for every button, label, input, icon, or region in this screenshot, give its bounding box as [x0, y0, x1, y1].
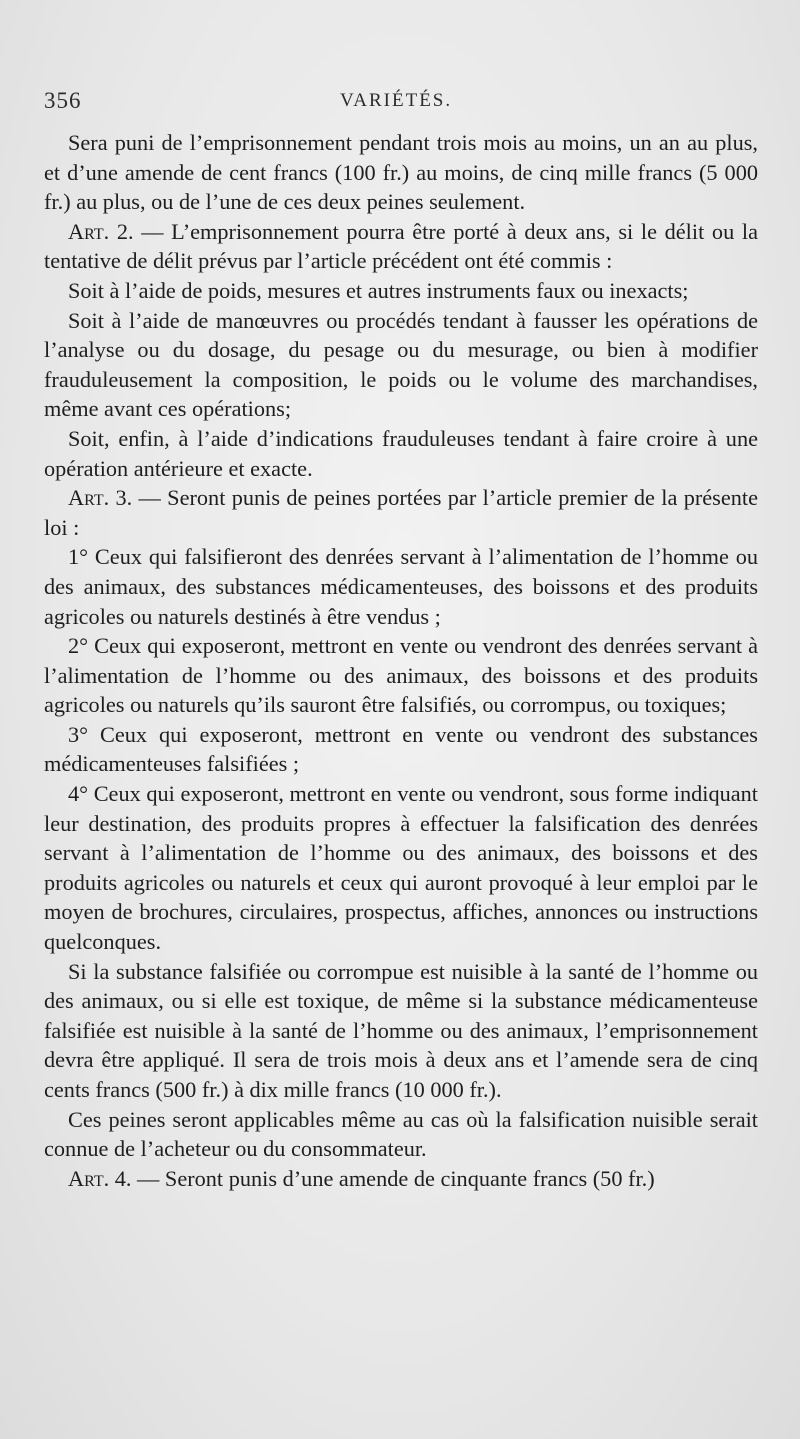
paragraph-text: Soit à l’aide de manœuvres ou procédés tendant à fausser les opérations de l’analyse ou du dosage, du pesage ou du mesurage, ou bien à modifier frauduleusement la composition, le poids ou le volume des marchandises, même avant ces opérations;: [44, 307, 758, 422]
paragraph-penalty-intro: [44, 128, 758, 217]
article-label: Art. 4.: [68, 1165, 132, 1191]
body-text: [44, 128, 758, 1193]
paragraph-article-4: [44, 1164, 758, 1194]
article-label: Art. 2.: [68, 218, 134, 244]
paragraph-text: Soit à l’aide de poids, mesures et autres instruments faux ou inexacts;: [68, 277, 689, 303]
paragraph-article-3: [44, 483, 758, 542]
paragraph-text: Ces peines seront applicables même au cas où la falsification nuisible serait connue de l’acheteur ou du consommateur.: [44, 1106, 758, 1162]
article-label: Art. 3.: [68, 485, 133, 511]
paragraph-article-2: [44, 217, 758, 276]
paragraph-harmful-substance: [44, 957, 758, 1105]
paragraph-text: — Seront punis de peines portées par l’article premier de la présente loi :: [44, 485, 758, 540]
paragraph-item-4: [44, 779, 758, 957]
running-head: [44, 88, 756, 118]
paragraph-item-3: [44, 720, 758, 779]
paragraph-text: Soit, enfin, à l’aide d’indications frauduleuses tendant à faire croire à une opération antérieure et exacte.: [44, 425, 758, 481]
paragraph-indications: [44, 424, 758, 483]
paragraph-text: 1° Ceux qui falsifieront des denrées servant à l’alimentation de l’homme ou des animaux, des substances médicamenteuses, des boissons et des produits agricoles ou naturels destinés à être vendus ;: [44, 544, 758, 629]
paragraph-text: — Seront punis d’une amende de cinquante francs (50 fr.): [131, 1165, 655, 1191]
paragraph-text: 4° Ceux qui exposeront, mettront en vente ou vendront, sous forme indiquant leur destination, des produits propres à effectuer la falsification des denrées servant à l’alimentation de l’homme ou des animaux, des boissons et des produits agricoles ou naturels et ceux qui auront provoqué à leur emploi par le moyen de brochures, circulaires, prospectus, affiches, annonces ou instructions quelconques.: [44, 781, 758, 955]
section-title: VARIÉTÉS.: [340, 90, 453, 111]
paragraph-text: 2° Ceux qui exposeront, mettront en vente ou vendront des denrées servant à l’alimentation de l’homme ou des animaux, des boissons et des produits agricoles ou naturels qu’ils sauront être falsifiés, ou corrompus, ou toxiques;: [44, 633, 758, 718]
paragraph-weights: [44, 276, 758, 306]
paragraph-text: Si la substance falsifiée ou corrompue est nuisible à la santé de l’homme ou des animaux, ou si elle est toxique, de même si la substance médicamenteuse falsifiée est nuisible à la santé de l’homme ou des animaux, l’emprisonnement devra être appliqué. Il sera de trois mois à deux ans et l’amende sera de cinq cents francs (500 fr.) à dix mille francs (10 000 fr.).: [44, 958, 758, 1102]
paragraph-maneuvers: [44, 306, 758, 424]
paragraph-text: — L’emprisonnement pourra être porté à deux ans, si le délit ou la tentative de délit prévus par l’article précédent ont été commis :: [44, 218, 758, 274]
paragraph-known-falsification: [44, 1105, 758, 1164]
page-number: 356: [44, 88, 82, 113]
paragraph-text: Sera puni de l’emprisonnement pendant trois mois au moins, un an au plus, et d’une amende de cent francs (100 fr.) au moins, de cinq mille francs (5 000 fr.) au plus, ou de l’une de ces deux peines seulement.: [44, 130, 758, 215]
paragraph-item-1: [44, 542, 758, 631]
paragraph-text: 3° Ceux qui exposeront, mettront en vente ou vendront des substances médicamenteuses falsifiées ;: [44, 721, 758, 777]
paragraph-item-2: [44, 631, 758, 720]
